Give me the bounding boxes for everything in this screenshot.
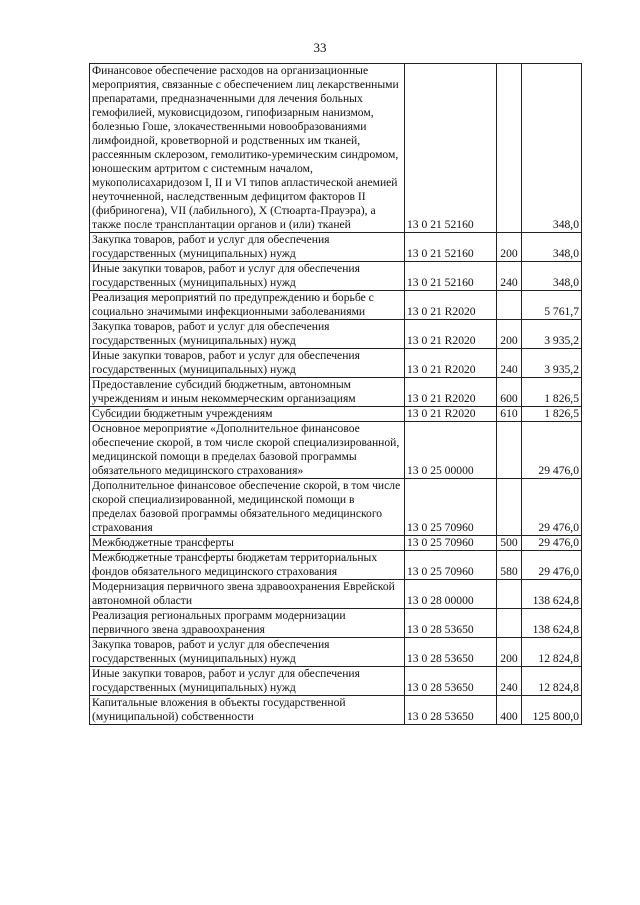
table-row <box>90 64 582 233</box>
row-name-cell: Дополнительное финансовое обеспечение скорой, в том числе скорой специализированной, медицинской помощи в пределах базовой программы обязательного медицинского страхования <box>90 479 405 536</box>
row-name-cell: Основное мероприятие «Дополнительное финансовое обеспечение скорой, в том числе скорой специализированной, медицинской помощи в пределах базовой программы обязательного медицинского страхования» <box>90 422 405 479</box>
row-expense-type-cell <box>497 291 522 320</box>
row-expense-type-cell: 200 <box>497 320 522 349</box>
row-name-cell: Финансовое обеспечение расходов на организационные мероприятия, связанные с обеспечением лиц лекарственными препаратами, предназначенными для лечения больных гемофилией, муковисцидозом, гипофизарным нанизмом, болезнью Гоше, злокачественными новообразованиями лимфоидной, кроветворной и родственных им тканей, рассеянным склерозом, гемолитико-уремическим синдромом, юношеским артритом с системным началом, мукополисахаридозом I, II и VI типов апластической анемией неуточненной, наследственным дефицитом факторов II (фибриногена), VII (лабильного), X (Стюарта-Прауэра), а также после трансплантации органов и (или) тканей <box>90 64 405 233</box>
row-expense-type-cell: 200 <box>497 638 522 667</box>
row-code-cell: 13 0 21 R2020 <box>405 378 497 407</box>
row-amount-cell: 29 476,0 <box>522 422 582 479</box>
row-expense-type-cell <box>497 64 522 233</box>
row-amount-cell: 348,0 <box>522 64 582 233</box>
row-name-cell: Субсидии бюджетным учреждениям <box>90 407 405 422</box>
row-code-cell: 13 0 28 53650 <box>405 667 497 696</box>
row-amount-cell: 5 761,7 <box>522 291 582 320</box>
row-expense-type-cell: 610 <box>497 407 522 422</box>
row-code-cell: 13 0 21 52160 <box>405 233 497 262</box>
table-row <box>90 349 582 378</box>
table-row <box>90 291 582 320</box>
row-name-cell: Межбюджетные трансферты бюджетам территориальных фондов обязательного медицинского страхования <box>90 551 405 580</box>
row-code-cell: 13 0 21 52160 <box>405 64 497 233</box>
row-name-cell: Иные закупки товаров, работ и услуг для обеспечения государственных (муниципальных) нужд <box>90 262 405 291</box>
row-amount-cell: 12 824,8 <box>522 638 582 667</box>
row-amount-cell: 1 826,5 <box>522 407 582 422</box>
table-row <box>90 407 582 422</box>
row-expense-type-cell: 500 <box>497 536 522 551</box>
row-code-cell: 13 0 21 R2020 <box>405 407 497 422</box>
table-row <box>90 638 582 667</box>
row-code-cell: 13 0 21 52160 <box>405 262 497 291</box>
row-expense-type-cell: 580 <box>497 551 522 580</box>
table-row <box>90 479 582 536</box>
row-expense-type-cell <box>497 422 522 479</box>
row-amount-cell: 348,0 <box>522 262 582 291</box>
budget-table-body <box>90 64 582 725</box>
row-code-cell: 13 0 25 70960 <box>405 551 497 580</box>
row-code-cell: 13 0 21 R2020 <box>405 320 497 349</box>
row-amount-cell: 3 935,2 <box>522 349 582 378</box>
row-name-cell: Закупка товаров, работ и услуг для обеспечения государственных (муниципальных) нужд <box>90 233 405 262</box>
row-code-cell: 13 0 21 R2020 <box>405 349 497 378</box>
row-expense-type-cell: 240 <box>497 667 522 696</box>
row-amount-cell: 29 476,0 <box>522 536 582 551</box>
row-amount-cell: 348,0 <box>522 233 582 262</box>
row-expense-type-cell: 200 <box>497 233 522 262</box>
row-name-cell: Реализация региональных программ модернизации первичного звена здравоохранения <box>90 609 405 638</box>
row-code-cell: 13 0 28 53650 <box>405 696 497 725</box>
row-name-cell: Модернизация первичного звена здравоохранения Еврейской автономной области <box>90 580 405 609</box>
row-name-cell: Реализация мероприятий по предупреждению и борьбе с социально значимыми инфекционными заболеваниями <box>90 291 405 320</box>
table-row <box>90 320 582 349</box>
row-code-cell: 13 0 28 53650 <box>405 609 497 638</box>
row-amount-cell: 29 476,0 <box>522 551 582 580</box>
table-row <box>90 609 582 638</box>
table-row <box>90 696 582 725</box>
row-expense-type-cell <box>497 479 522 536</box>
row-amount-cell: 3 935,2 <box>522 320 582 349</box>
row-expense-type-cell: 240 <box>497 262 522 291</box>
row-expense-type-cell: 400 <box>497 696 522 725</box>
table-row <box>90 378 582 407</box>
row-code-cell: 13 0 25 70960 <box>405 479 497 536</box>
row-expense-type-cell <box>497 609 522 638</box>
row-amount-cell: 12 824,8 <box>522 667 582 696</box>
row-name-cell: Закупка товаров, работ и услуг для обеспечения государственных (муниципальных) нужд <box>90 638 405 667</box>
budget-table <box>89 63 582 725</box>
row-name-cell: Межбюджетные трансферты <box>90 536 405 551</box>
row-expense-type-cell: 240 <box>497 349 522 378</box>
row-code-cell: 13 0 25 70960 <box>405 536 497 551</box>
table-row <box>90 667 582 696</box>
table-row <box>90 422 582 479</box>
row-name-cell: Предоставление субсидий бюджетным, автономным учреждениям и иным некоммерческим организациям <box>90 378 405 407</box>
table-row <box>90 262 582 291</box>
table-row <box>90 580 582 609</box>
row-name-cell: Иные закупки товаров, работ и услуг для обеспечения государственных (муниципальных) нужд <box>90 667 405 696</box>
table-row <box>90 551 582 580</box>
row-expense-type-cell <box>497 580 522 609</box>
page-number: 33 <box>313 40 327 55</box>
table-row <box>90 233 582 262</box>
row-amount-cell: 138 624,8 <box>522 609 582 638</box>
row-amount-cell: 138 624,8 <box>522 580 582 609</box>
row-code-cell: 13 0 25 00000 <box>405 422 497 479</box>
row-name-cell: Капитальные вложения в объекты государственной (муниципальной) собственности <box>90 696 405 725</box>
row-amount-cell: 125 800,0 <box>522 696 582 725</box>
row-code-cell: 13 0 28 53650 <box>405 638 497 667</box>
row-amount-cell: 1 826,5 <box>522 378 582 407</box>
row-name-cell: Закупка товаров, работ и услуг для обеспечения государственных (муниципальных) нужд <box>90 320 405 349</box>
row-expense-type-cell: 600 <box>497 378 522 407</box>
row-amount-cell: 29 476,0 <box>522 479 582 536</box>
row-name-cell: Иные закупки товаров, работ и услуг для обеспечения государственных (муниципальных) нужд <box>90 349 405 378</box>
table-row <box>90 536 582 551</box>
row-code-cell: 13 0 28 00000 <box>405 580 497 609</box>
row-code-cell: 13 0 21 R2020 <box>405 291 497 320</box>
